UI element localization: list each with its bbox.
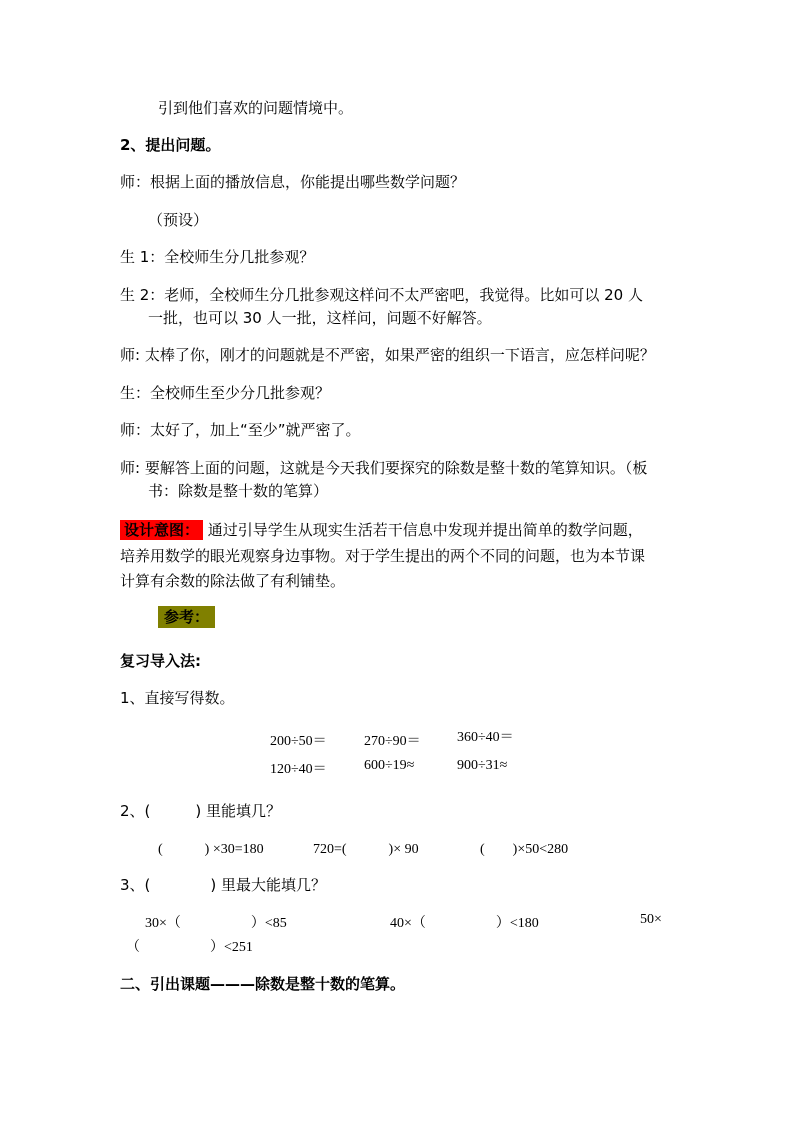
design-intent-text-1: 通过引导学生从现实生活若干信息中发现并提出简单的数学问题，	[203, 521, 643, 539]
design-intent-line-1	[120, 519, 643, 541]
q2-item-3: ( )×50<280	[480, 842, 569, 857]
calc-row-1-a: 200÷50＝	[270, 734, 327, 749]
review-q1: 1、直接写得数。	[120, 689, 235, 707]
q3-item-3-tail: （ ）<251	[126, 940, 253, 955]
design-intent-line-2: 培养用数学的眼光观察身边事物。对于学生提出的两个不同的问题，也为本节课	[120, 547, 646, 565]
calc-row-2-b: 600÷19≈	[364, 758, 415, 773]
student-line-2b: 一批，也可以 30 人一批，这样问，问题不好解答。	[148, 309, 492, 327]
q3-item-2: 40×（ ）<180	[390, 916, 539, 931]
heading-ask-question: 2、提出问题。	[120, 136, 221, 154]
q2-item-2: 720=( )× 90	[313, 842, 419, 857]
teacher-line-1: 师：根据上面的播放信息，你能提出哪些数学问题？	[120, 173, 466, 191]
reference-label	[158, 606, 215, 628]
calc-row-2-c: 900÷31≈	[457, 758, 508, 773]
q2-item-1: ( ) ×30=180	[158, 842, 264, 857]
review-q2: 2、( ) 里能填几？	[120, 802, 282, 820]
calc-row-2-a: 120÷40＝	[270, 762, 327, 777]
q3-item-3: 50×	[640, 912, 662, 927]
review-title: 复习导入法:	[120, 652, 201, 670]
calc-row-1-c: 360÷40＝	[457, 730, 514, 745]
line-intro: 引到他们喜欢的问题情境中。	[158, 99, 354, 117]
teacher-line-4b: 书：除数是整十数的笔算）	[148, 482, 329, 500]
section-two-heading: 二、引出课题———除数是整十数的笔算。	[120, 975, 406, 993]
student-line-3: 生：全校师生至少分几批参观？	[120, 384, 331, 402]
calc-row-1-b: 270÷90＝	[364, 734, 421, 749]
preset-line: （预设）	[148, 211, 209, 229]
q3-item-1: 30×（ ）<85	[145, 916, 287, 931]
student-line-2a: 生 2：老师，全校师生分几批参观这样问不太严密吧，我觉得。比如可以 20 人	[120, 286, 643, 304]
teacher-line-3: 师：太好了，加上“至少”就严密了。	[120, 421, 361, 439]
design-intent-line-3: 计算有余数的除法做了有利铺垫。	[120, 572, 346, 590]
teacher-line-2: 师: 太棒了你，刚才的问题就是不严密，如果严密的组织一下语言，应怎样问呢？	[120, 346, 655, 364]
student-line-1: 生 1：全校师生分几批参观？	[120, 248, 315, 266]
teacher-line-4a: 师: 要解答上面的问题，这就是今天我们要探究的除数是整十数的笔算知识。（板	[120, 459, 648, 477]
review-q3: 3、( ) 里最大能填几？	[120, 876, 327, 894]
design-intent-label: 设计意图：	[120, 520, 203, 540]
reference-badge: 参考：	[158, 606, 215, 628]
